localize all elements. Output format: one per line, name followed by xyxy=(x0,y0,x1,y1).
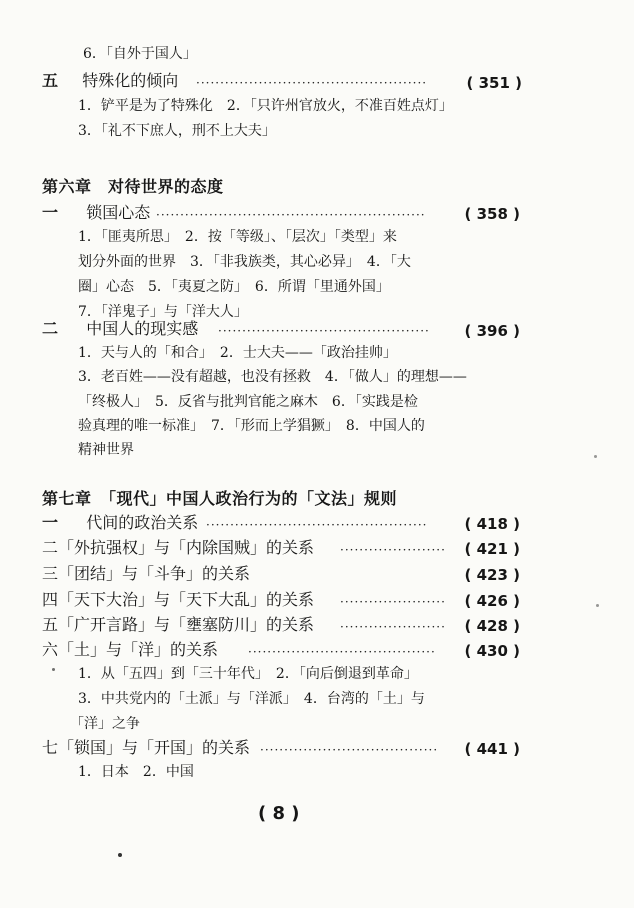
toc-item: 精神世界 xyxy=(78,442,134,458)
page-number: ( 396 ) xyxy=(464,322,520,340)
section-title: 七「锁国」与「开国」的关系 xyxy=(42,738,251,757)
section-number: 五 xyxy=(42,71,59,90)
section-title: 四「天下大治」与「天下大乱」的关系 xyxy=(42,590,315,609)
chapter-heading: 第七章 「现代」中国人政治行为的「文法」规则 xyxy=(42,489,398,508)
section-heading xyxy=(42,73,178,89)
toc-item: 划分外面的世界 3．「非我族类，其心必异」 4．「大 xyxy=(78,254,411,270)
dot-leader: ························································ xyxy=(156,209,426,221)
toc-item: 验真理的唯一标准」 7．「形而上学猖獗」 8．中国人的 xyxy=(78,418,425,434)
toc-item: 3．「礼不下庶人，刑不上大夫」 xyxy=(78,123,276,139)
section-title: 代间的政治关系 xyxy=(86,513,199,532)
toc-item: 3．老百姓——没有超越，也没有拯救 4．「做人」的理想—— xyxy=(78,369,467,385)
toc-item: 「洋」之争 xyxy=(70,716,140,732)
section-heading xyxy=(42,321,198,337)
scan-speck xyxy=(52,668,55,671)
page-number: ( 430 ) xyxy=(464,642,520,660)
page-number: ( 421 ) xyxy=(464,540,520,558)
section-title: 六「土」与「洋」的关系 xyxy=(42,640,219,659)
section-heading xyxy=(42,515,198,531)
dot-leader: ······················ xyxy=(340,621,446,633)
toc-item: 「终极人」 5．反省与批判官能之麻木 6．「实践是检 xyxy=(78,394,418,410)
scan-speck xyxy=(594,455,597,458)
dot-leader: ······················ xyxy=(340,596,446,608)
scan-speck xyxy=(118,853,122,857)
page-number: ( 358 ) xyxy=(464,205,520,223)
page-number: ( 426 ) xyxy=(464,592,520,610)
dot-leader: ············································ xyxy=(218,325,430,337)
toc-item: 1．「匪夷所思」 2．按「等级」、「层次」「类型」来 xyxy=(78,229,397,245)
section-title: 特殊化的倾向 xyxy=(82,71,179,90)
section-title: 五「广开言路」与「壅塞防川」的关系 xyxy=(42,615,315,634)
page-number: ( 428 ) xyxy=(464,617,520,635)
section-title: 二「外抗强权」与「内除国贼」的关系 xyxy=(42,538,315,557)
page-number: ( 351 ) xyxy=(466,74,522,92)
toc-item: 6．「自外于国人」 xyxy=(83,46,197,62)
page-number: ( 423 ) xyxy=(464,566,520,584)
section-title: 中国人的现实感 xyxy=(86,319,199,338)
chapter-heading: 第六章 对待世界的态度 xyxy=(42,177,224,196)
toc-item: 圈」心态 5．「夷夏之防」 6．所谓「里通外国」 xyxy=(78,279,390,295)
dot-leader: ·············································· xyxy=(206,519,428,531)
section-heading xyxy=(42,205,150,221)
page-folio: ( 8 ) xyxy=(258,803,300,824)
dot-leader: ······································· xyxy=(248,646,436,658)
toc-item: 1．从「五四」到「三十年代」 2．「向后倒退到革命」 xyxy=(78,666,418,682)
section-title: 锁国心态 xyxy=(86,203,151,222)
toc-item: 1．铲平是为了特殊化 2．「只许州官放火，不准百姓点灯」 xyxy=(78,98,453,114)
toc-item: 3．中共党内的「土派」与「洋派」 4．台湾的「土」与 xyxy=(78,691,425,707)
dot-leader: ················································ xyxy=(196,77,428,89)
section-number: 一 xyxy=(42,203,59,222)
section-title: 三「团结」与「斗争」的关系 xyxy=(42,564,251,583)
scan-speck xyxy=(596,604,599,607)
page-number: ( 418 ) xyxy=(464,515,520,533)
dot-leader: ····································· xyxy=(260,744,439,756)
section-number: 一 xyxy=(42,513,59,532)
toc-item: 7．「洋鬼子」与「洋大人」 xyxy=(78,304,248,320)
toc-item: 1．天与人的「和合」 2．士大夫——「政治挂帅」 xyxy=(78,345,397,361)
section-number: 二 xyxy=(42,319,59,338)
dot-leader: ······················ xyxy=(340,544,446,556)
page-number: ( 441 ) xyxy=(464,740,520,758)
toc-item: 1．日本 2．中国 xyxy=(78,764,194,780)
